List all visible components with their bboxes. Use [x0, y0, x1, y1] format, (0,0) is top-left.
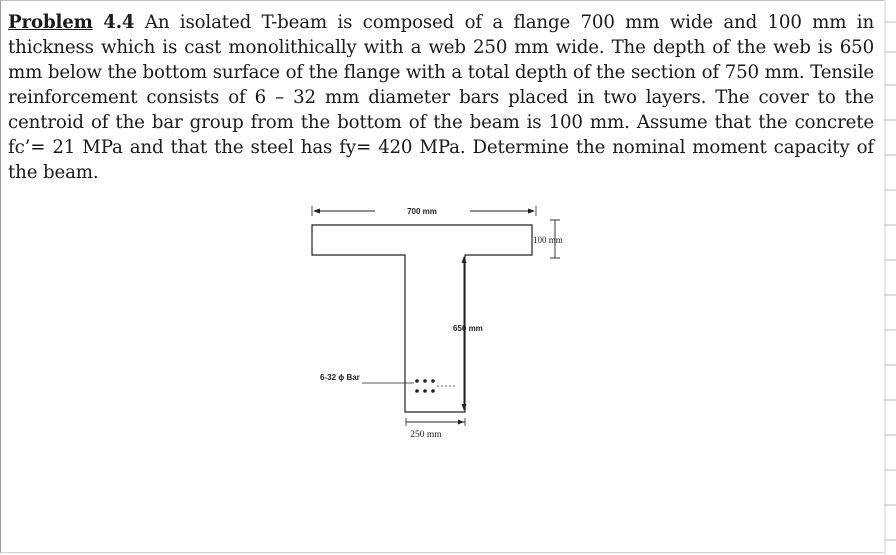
flange-width-arrow-left-icon: [313, 209, 320, 214]
bar-top-right: [431, 379, 435, 383]
web-width-arrow-right-icon: [458, 420, 464, 425]
problem-number: 4.4: [103, 12, 135, 33]
web-width-label: 250 mm: [410, 430, 442, 440]
right-edge-tick-marks: [884, 0, 896, 555]
bar-top-left: [415, 379, 419, 383]
problem-statement: [8, 10, 874, 185]
bar-top-middle: [423, 379, 427, 383]
flange-thickness-label: 100 mm: [533, 235, 563, 245]
bar-bottom-middle: [423, 389, 427, 393]
bar-bottom-right: [431, 389, 435, 393]
web-depth-label: 650 mm: [453, 324, 483, 333]
flange-width-arrow-right-icon: [528, 209, 535, 214]
bars-label: 6-32 ϕ Bar: [320, 373, 360, 382]
problem-body-text: An isolated T-beam is composed of a flange 700 mm wide and 100 mm in thickness which is cast monolithically with a web 250 mm wide. The depth of the web is 650 mm below the bottom surface of the flange with a total depth of the section of 750 mm. Tensile reinforcement consists of 6 – 32 mm diameter bars placed in two layers. The cover to the centroid of the bar group from the bottom of the beam is 100 mm. Assume that the concrete fc’= 21 MPa and that the steel has fy= 420 MPa. Determine the nominal moment capacity of the beam.: [8, 12, 875, 183]
bar-bottom-left: [415, 389, 419, 393]
t-beam-diagram: [300, 190, 600, 450]
flange-width-label: 700 mm: [407, 207, 437, 216]
t-beam-section-outline: [312, 225, 532, 412]
problem-label: Problem: [8, 12, 93, 33]
